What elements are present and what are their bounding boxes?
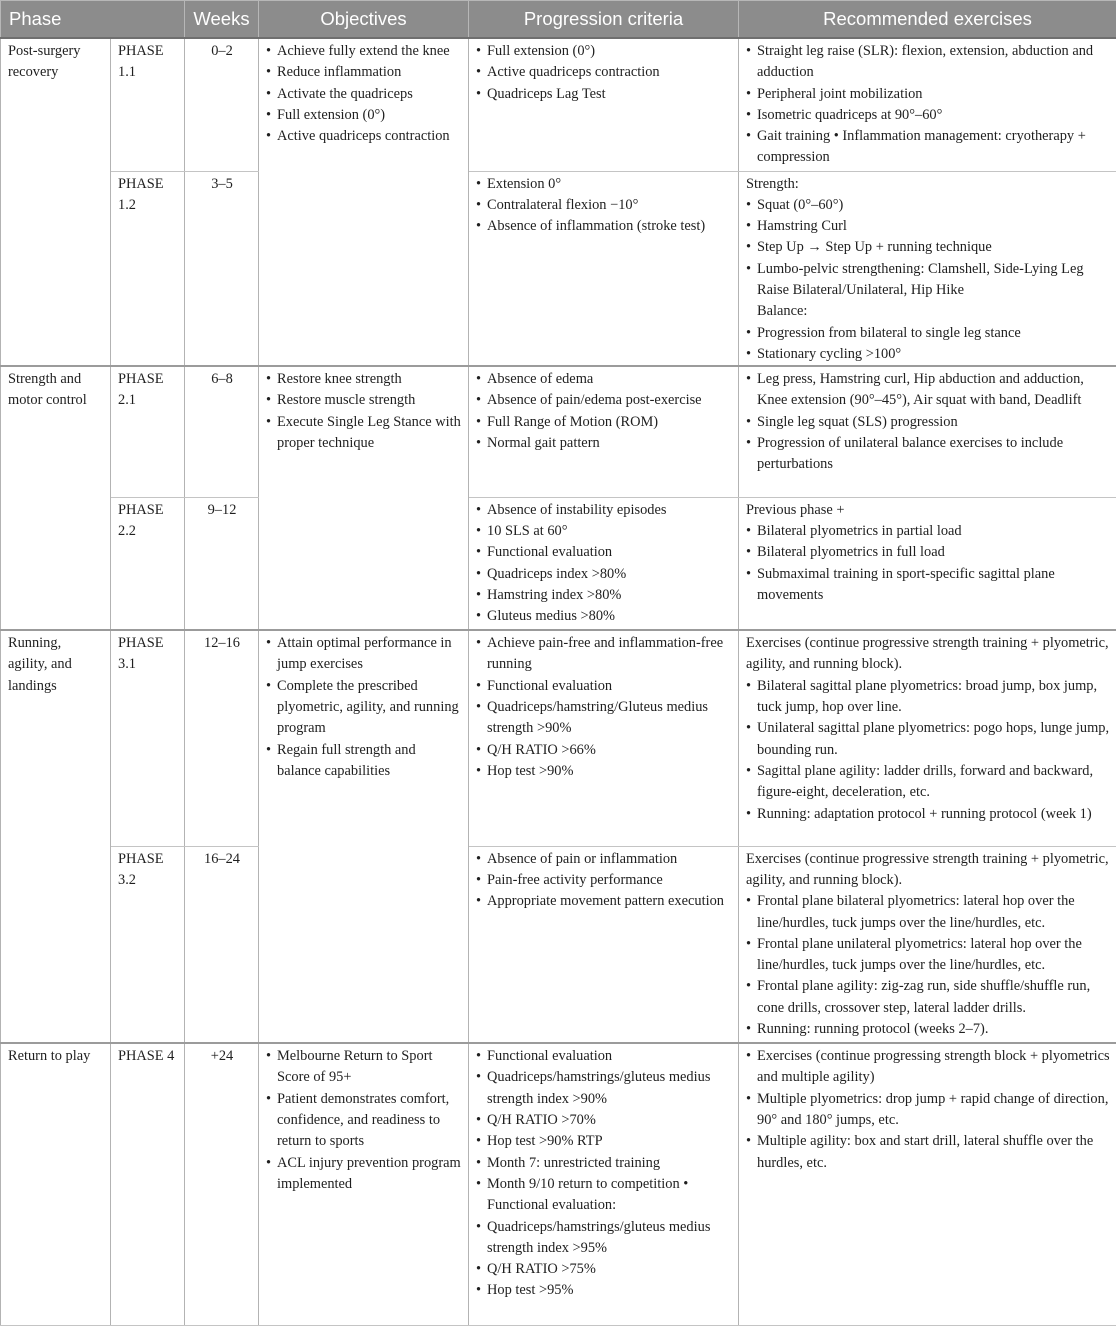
- exercises-subheading: Balance:: [746, 301, 1110, 322]
- table-row: [1, 366, 1116, 497]
- exercises-cell: [739, 846, 1116, 1043]
- list-item: • Running: adaptation protocol + running protocol (week 1): [746, 804, 1110, 825]
- list-item: • Quadriceps/hamstring/Gluteus medius strength >90%: [476, 697, 732, 740]
- list-item: • Functional evaluation: [476, 676, 732, 697]
- exercises-cell: [739, 366, 1116, 497]
- progression-cell: [469, 171, 739, 366]
- list-item: • Single leg squat (SLS) progression: [746, 412, 1110, 433]
- list-item: • Multiple plyometrics: drop jump + rapid change of direction, 90° and 180° jumps, etc.: [746, 1089, 1110, 1132]
- list-item: • Lumbo-pelvic strengthening: Clamshell, Side-Lying Leg Raise Bilateral/Unilateral, Hip Hike: [746, 259, 1110, 302]
- list-item: • Progression from bilateral to single leg stance: [746, 323, 1110, 344]
- header-progression-criteria: Progression criteria: [469, 1, 739, 39]
- list-item: • Hop test >90% RTP: [476, 1131, 732, 1152]
- list-item: • Restore muscle strength: [266, 390, 462, 411]
- phase-name: Post-surgery recovery: [1, 38, 111, 366]
- list-item: • Functional evaluation: [476, 542, 732, 563]
- exercises-list: [746, 174, 1110, 366]
- list-item: • Quadriceps/hamstrings/gluteus medius strength index >95%: [476, 1217, 732, 1260]
- list-item: • Isometric quadriceps at 90°–60°: [746, 105, 1110, 126]
- phase-name: Return to play: [1, 1043, 111, 1325]
- table-row: [1, 846, 1116, 1043]
- objectives-list: [266, 41, 462, 147]
- objectives-cell: [259, 38, 469, 366]
- weeks-cell: 12–16: [185, 630, 259, 846]
- list-item: • Appropriate movement pattern execution: [476, 891, 732, 912]
- list-item: • Patient demonstrates comfort, confidence, and readiness to return to sports: [266, 1089, 462, 1153]
- progression-list: [476, 633, 732, 782]
- list-item: • Absence of instability episodes: [476, 500, 732, 521]
- list-item: • Pain-free activity performance: [476, 870, 732, 891]
- progression-cell: [469, 366, 739, 497]
- weeks-cell: 6–8: [185, 366, 259, 497]
- exercises-cell: [739, 171, 1116, 366]
- list-item: • Frontal plane bilateral plyometrics: lateral hop over the line/hurdles, tuck jumps over the line/hurdles, etc.: [746, 891, 1110, 934]
- list-item: • Execute Single Leg Stance with proper technique: [266, 412, 462, 455]
- list-item: • Quadriceps/hamstrings/gluteus medius strength index >90%: [476, 1067, 732, 1110]
- list-item: • Active quadriceps contraction: [266, 126, 462, 147]
- list-item: • Bilateral plyometrics in full load: [746, 542, 1110, 563]
- list-item: • Bilateral sagittal plane plyometrics: broad jump, box jump, tuck jump, hop over line.: [746, 676, 1110, 719]
- progression-list: [476, 369, 732, 454]
- progression-list: [476, 500, 732, 628]
- list-item: • Hamstring Curl: [746, 216, 1110, 237]
- list-item: • Submaximal training in sport-specific sagittal plane movements: [746, 564, 1110, 607]
- list-item: • Achieve fully extend the knee: [266, 41, 462, 62]
- progression-list: [476, 849, 732, 913]
- list-item: • Extension 0°: [476, 174, 732, 195]
- list-item: • Frontal plane unilateral plyometrics: lateral hop over the line/hurdles, tuck jumps over the line/hurdles, etc.: [746, 934, 1110, 977]
- list-item: • Full extension (0°): [476, 41, 732, 62]
- list-item: • Functional evaluation: [476, 1046, 732, 1067]
- list-item: • Hop test >95%: [476, 1280, 732, 1301]
- weeks-cell: 16–24: [185, 846, 259, 1043]
- phase-name: Running, agility, and landings: [1, 630, 111, 1043]
- list-item: • Hop test >90%: [476, 761, 732, 782]
- list-item: • Q/H RATIO >75%: [476, 1259, 732, 1280]
- list-item: • Frontal plane agility: zig-zag run, side shuffle/shuffle run, cone drills, crossover step, lateral ladder drills.: [746, 976, 1110, 1019]
- list-item: • Hamstring index >80%: [476, 585, 732, 606]
- objectives-list: [266, 1046, 462, 1195]
- exercises-list: [746, 849, 1110, 1041]
- header-phase: Phase: [1, 1, 185, 39]
- list-item: • Exercises (continue progressing strength block + plyometrics and multiple agility): [746, 1046, 1110, 1089]
- list-item: • Multiple agility: box and start drill, lateral shuffle over the hurdles, etc.: [746, 1131, 1110, 1174]
- list-item: • Attain optimal performance in jump exercises: [266, 633, 462, 676]
- list-item: • Stationary cycling >100°: [746, 344, 1110, 365]
- exercises-cell: [739, 1043, 1116, 1325]
- objectives-list: [266, 369, 462, 454]
- exercises-intro: Exercises (continue progressive strength training + plyometric, agility, and running block).: [746, 849, 1110, 892]
- progression-cell: [469, 846, 739, 1043]
- list-item: • Reduce inflammation: [266, 62, 462, 83]
- list-item: • Absence of inflammation (stroke test): [476, 216, 732, 237]
- subphase-label: PHASE 1.1: [111, 38, 185, 171]
- weeks-cell: 9–12: [185, 497, 259, 630]
- table-row: [1, 630, 1116, 846]
- subphase-label: PHASE 2.1: [111, 366, 185, 497]
- progression-cell: [469, 38, 739, 171]
- weeks-cell: +24: [185, 1043, 259, 1325]
- list-item: • Quadriceps Lag Test: [476, 84, 732, 105]
- header-row: [1, 1, 1116, 39]
- list-item: • Absence of edema: [476, 369, 732, 390]
- list-item: • Contralateral flexion −10°: [476, 195, 732, 216]
- list-item: • Sagittal plane agility: ladder drills, forward and backward, figure-eight, deceleration, etc.: [746, 761, 1110, 804]
- list-item: • Full Range of Motion (ROM): [476, 412, 732, 433]
- weeks-cell: 3–5: [185, 171, 259, 366]
- exercises-cell: [739, 630, 1116, 846]
- objectives-cell: [259, 630, 469, 1043]
- list-item: • Full extension (0°): [266, 105, 462, 126]
- exercises-list: [746, 633, 1110, 825]
- header-recommended-exercises: Recommended exercises: [739, 1, 1116, 39]
- list-item: • Achieve pain-free and inflammation-free running: [476, 633, 732, 676]
- exercises-list: [746, 41, 1110, 169]
- exercises-list: [746, 500, 1110, 606]
- list-item: • Regain full strength and balance capabilities: [266, 740, 462, 783]
- list-item: • Peripheral joint mobilization: [746, 84, 1110, 105]
- list-item: • Squat (0°–60°): [746, 195, 1110, 216]
- header-weeks: Weeks: [185, 1, 259, 39]
- exercises-intro: Exercises (continue progressive strength training + plyometric, agility, and running block).: [746, 633, 1110, 676]
- list-item: • Month 7: unrestricted training: [476, 1153, 732, 1174]
- list-item: • Q/H RATIO >66%: [476, 740, 732, 761]
- weeks-cell: 0–2: [185, 38, 259, 171]
- progression-cell: [469, 630, 739, 846]
- list-item: • Activate the quadriceps: [266, 84, 462, 105]
- subphase-label: PHASE 4: [111, 1043, 185, 1325]
- table-row: [1, 38, 1116, 171]
- exercises-list: [746, 1046, 1110, 1174]
- subphase-label: PHASE 3.2: [111, 846, 185, 1043]
- list-item: • Leg press, Hamstring curl, Hip abduction and adduction, Knee extension (90°–45°), Air squat with band, Deadlift: [746, 369, 1110, 412]
- list-item: • Gait training • Inflammation management: cryotherapy + compression: [746, 126, 1110, 169]
- list-item: • Normal gait pattern: [476, 433, 732, 454]
- table-row: [1, 171, 1116, 366]
- list-item: • Complete the prescribed plyometric, agility, and running program: [266, 676, 462, 740]
- progression-cell: [469, 497, 739, 630]
- progression-list: [476, 174, 732, 238]
- objectives-cell: [259, 366, 469, 630]
- list-item: • Straight leg raise (SLR): flexion, extension, abduction and adduction: [746, 41, 1110, 84]
- list-item: • Running: running protocol (weeks 2–7).: [746, 1019, 1110, 1040]
- subphase-label: PHASE 2.2: [111, 497, 185, 630]
- objectives-cell: [259, 1043, 469, 1325]
- exercises-intro: Previous phase +: [746, 500, 1110, 521]
- list-item: • Gluteus medius >80%: [476, 606, 732, 627]
- list-item: • Bilateral plyometrics in partial load: [746, 521, 1110, 542]
- list-item: • Active quadriceps contraction: [476, 62, 732, 83]
- exercises-list: [746, 369, 1110, 475]
- header-objectives: Objectives: [259, 1, 469, 39]
- list-item: • Restore knee strength: [266, 369, 462, 390]
- phase-name: Strength and motor control: [1, 366, 111, 630]
- table-row: [1, 1043, 1116, 1325]
- table-row: [1, 497, 1116, 630]
- progression-list: [476, 1046, 732, 1302]
- list-item: • Unilateral sagittal plane plyometrics: pogo hops, lunge jump, bounding run.: [746, 718, 1110, 761]
- list-item: • Melbourne Return to Sport Score of 95+: [266, 1046, 462, 1089]
- list-item: • Month 9/10 return to competition • Functional evaluation:: [476, 1174, 732, 1217]
- exercises-cell: [739, 38, 1116, 171]
- list-item: • ACL injury prevention program implemented: [266, 1153, 462, 1196]
- list-item: • Absence of pain or inflammation: [476, 849, 732, 870]
- list-item: • Step Up → Step Up + running technique: [746, 237, 1110, 258]
- list-item: • Progression of unilateral balance exercises to include perturbations: [746, 433, 1110, 476]
- subphase-label: PHASE 1.2: [111, 171, 185, 366]
- objectives-list: [266, 633, 462, 782]
- exercises-cell: [739, 497, 1116, 630]
- list-item: • Q/H RATIO >70%: [476, 1110, 732, 1131]
- subphase-label: PHASE 3.1: [111, 630, 185, 846]
- list-item: • Absence of pain/edema post-exercise: [476, 390, 732, 411]
- progression-list: [476, 41, 732, 105]
- list-item: • 10 SLS at 60°: [476, 521, 732, 542]
- exercises-intro: Strength:: [746, 174, 1110, 195]
- progression-cell: [469, 1043, 739, 1325]
- list-item: • Quadriceps index >80%: [476, 564, 732, 585]
